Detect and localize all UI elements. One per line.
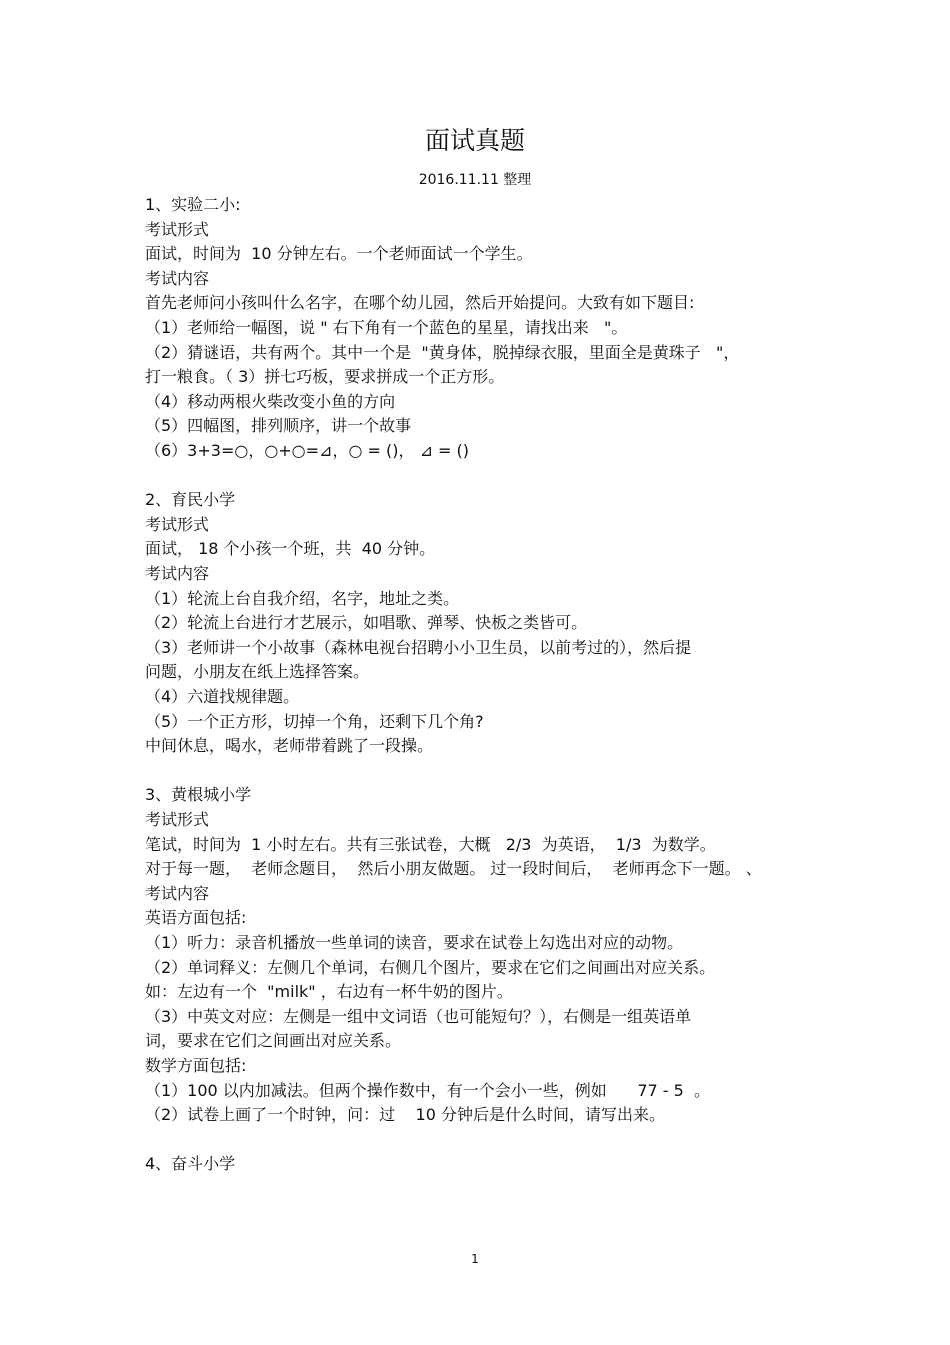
- text-line: 考试形式: [145, 514, 210, 534]
- text-line: （1）老师给一幅图，说 " 右下角有一个蓝色的星星，请找出来 "。: [145, 318, 628, 337]
- text-line: 对于每一题， 老师念题目， 然后小朋友做题。 过一段时间后， 老师再念下一题。 、: [145, 859, 762, 879]
- text-line: 考试内容: [145, 883, 210, 903]
- text-line: 1、实验二小:: [145, 195, 241, 214]
- text-line: 考试形式: [145, 219, 210, 239]
- text-line: 中间休息，喝水，老师带着跳了一段操。: [145, 736, 434, 756]
- text-line: 考试内容: [145, 268, 210, 288]
- text-line: （2）猜谜语，共有两个。其中一个是 "黄身体，脱掉绿衣服，里面全是黄珠子 "，: [145, 342, 740, 362]
- text-line: 3、黄根城小学: [145, 785, 252, 805]
- date-line: 2016.11.11 整理: [418, 172, 532, 188]
- text-line: （3）老师讲一个小故事（森林电视台招聘小小卫生员，以前考过的），然后提: [145, 637, 692, 657]
- text-line: （1）听力：录音机播放一些单词的读音，要求在试卷上勾选出对应的动物。: [145, 933, 684, 952]
- text-line: 如：左边有一个 "milk" ，右边有一杯牛奶的图片。: [145, 982, 513, 1002]
- page-title: 面试真题: [424, 126, 525, 155]
- text-line: 2、育民小学: [145, 490, 236, 510]
- text-line: （2）单词释义：左侧几个单词，右侧几个图片，要求在它们之间画出对应关系。: [145, 957, 716, 977]
- text-line: 问题，小朋友在纸上选择答案。: [145, 662, 370, 682]
- text-line: 英语方面包括:: [145, 908, 247, 928]
- text-line: 笔试，时间为 1 小时左右。共有三张试卷，大概 2/3 为英语， 1/3 为数学。: [145, 834, 716, 854]
- text-line: （1）100 以内加减法。但两个操作数中，有一个会小一些，例如 77 - 5 。: [145, 1080, 710, 1100]
- page-number: 1: [471, 1252, 479, 1266]
- text-line: （6）3+3=○，○+○=⊿，○ = ()， ⊿ = (): [145, 441, 470, 460]
- text-line: 考试形式: [145, 810, 210, 829]
- text-line: 考试内容: [145, 564, 210, 583]
- text-line: 4、奋斗小学: [145, 1154, 236, 1174]
- text-line: 面试，时间为 10 分钟左右。一个老师面试一个学生。: [145, 244, 533, 264]
- text-line: （2）轮流上台进行才艺展示，如唱歌、弹琴、快板之类皆可。: [145, 613, 588, 633]
- text-line: （5）四幅图，排列顺序，讲一个故事: [145, 416, 412, 436]
- text-line: （4）移动两根火柴改变小鱼的方向: [145, 391, 396, 411]
- text-line: 首先老师问小孩叫什么名字，在哪个幼儿园，然后开始提问。大致有如下题目:: [145, 293, 695, 313]
- text-line: 词，要求在它们之间画出对应关系。: [145, 1031, 402, 1051]
- text-line: （2）试卷上画了一个时钟，问：过 10 分钟后是什么时间，请写出来。: [145, 1105, 665, 1125]
- text-line: （4）六道找规律题。: [145, 687, 300, 706]
- text-line: 数学方面包括:: [145, 1056, 247, 1075]
- text-line: 面试， 18 个小孩一个班，共 40 分钟。: [145, 539, 436, 559]
- text-line: （3）中英文对应：左侧是一组中文词语（也可能短句？），右侧是一组英语单: [145, 1006, 692, 1026]
- text-line: （1）轮流上台自我介绍，名字，地址之类。: [145, 588, 460, 608]
- text-line: （5）一个正方形，切掉一个角，还剩下几个角?: [145, 711, 484, 731]
- text-line: 打一粮食。（ 3）拼七巧板，要求拼成一个正方形。: [145, 367, 505, 387]
